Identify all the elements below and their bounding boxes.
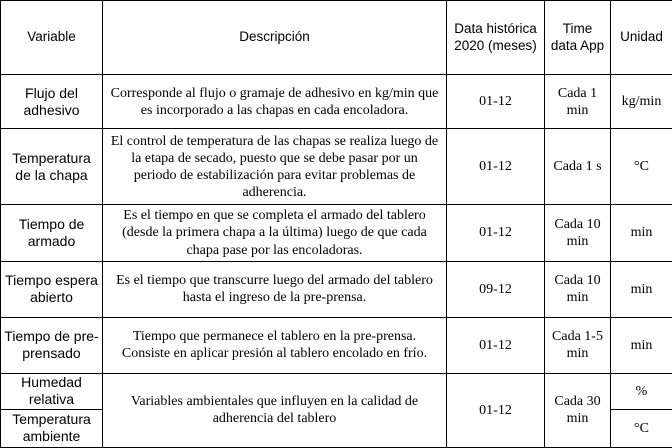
table-row bbox=[1, 373, 672, 409]
header-variable: Variable bbox=[1, 1, 103, 75]
cell-variable: Temperatura ambiente bbox=[1, 409, 103, 447]
cell-time-data: Cada 10 min bbox=[545, 205, 611, 261]
cell-time-data: Cada 1 s bbox=[545, 129, 611, 205]
cell-descripcion: Tiempo que permanece el tablero en la pre-prensa. Consiste en aplicar presión al tablero encolado en frío. bbox=[103, 317, 447, 373]
cell-unidad: kg/min bbox=[611, 75, 672, 129]
cell-data-historica: 01-12 bbox=[447, 317, 545, 373]
cell-variable: Tiempo de pre-prensado bbox=[1, 317, 103, 373]
cell-variable: Humedad relativa bbox=[1, 373, 103, 409]
cell-time-data: Cada 10 min bbox=[545, 261, 611, 317]
cell-unidad: °C bbox=[611, 129, 672, 205]
cell-unidad: % bbox=[611, 373, 672, 409]
cell-data-historica: 01-12 bbox=[447, 129, 545, 205]
cell-unidad: min bbox=[611, 261, 672, 317]
cell-variable: Tiempo espera abierto bbox=[1, 261, 103, 317]
header-unidad: Unidad bbox=[611, 1, 672, 75]
cell-variable: Flujo del adhesivo bbox=[1, 75, 103, 129]
cell-descripcion: El control de temperatura de las chapas se realiza luego de la etapa de secado, puesto que se debe pasar por un periodo de estabilización para evitar problemas de adherencia. bbox=[103, 129, 447, 205]
cell-time-data: Cada 1-5 min bbox=[545, 317, 611, 373]
table-row bbox=[1, 317, 672, 373]
table-row bbox=[1, 205, 672, 261]
header-row bbox=[1, 1, 672, 75]
cell-descripcion: Variables ambientales que influyen en la calidad de adherencia del tablero bbox=[103, 373, 447, 447]
cell-descripcion: Es el tiempo que transcurre luego del armado del tablero hasta el ingreso de la pre-prensa. bbox=[103, 261, 447, 317]
table-row bbox=[1, 261, 672, 317]
cell-time-data: Cada 30 min bbox=[545, 373, 611, 447]
header-data-historica: Data histórica 2020 (meses) bbox=[447, 1, 545, 75]
cell-data-historica: 09-12 bbox=[447, 261, 545, 317]
cell-unidad: °C bbox=[611, 409, 672, 447]
cell-descripcion: Es el tiempo en que se completa el armado del tablero (desde la primera chapa a la última) luego de que cada chapa pase por las encoladoras. bbox=[103, 205, 447, 261]
cell-data-historica: 01-12 bbox=[447, 205, 545, 261]
table-row bbox=[1, 75, 672, 129]
cell-unidad: min bbox=[611, 317, 672, 373]
cell-unidad: min bbox=[611, 205, 672, 261]
cell-variable: Temperatura de la chapa bbox=[1, 129, 103, 205]
cell-time-data: Cada 1 min bbox=[545, 75, 611, 129]
cell-data-historica: 01-12 bbox=[447, 75, 545, 129]
header-time-data-app: Time data App bbox=[545, 1, 611, 75]
header-descripcion: Descripción bbox=[103, 1, 447, 75]
cell-descripcion: Corresponde al flujo o gramaje de adhesivo en kg/min que es incorporado a las chapas en cada encoladora. bbox=[103, 75, 447, 129]
table-row bbox=[1, 129, 672, 205]
cell-data-historica: 01-12 bbox=[447, 373, 545, 447]
cell-variable: Tiempo de armado bbox=[1, 205, 103, 261]
